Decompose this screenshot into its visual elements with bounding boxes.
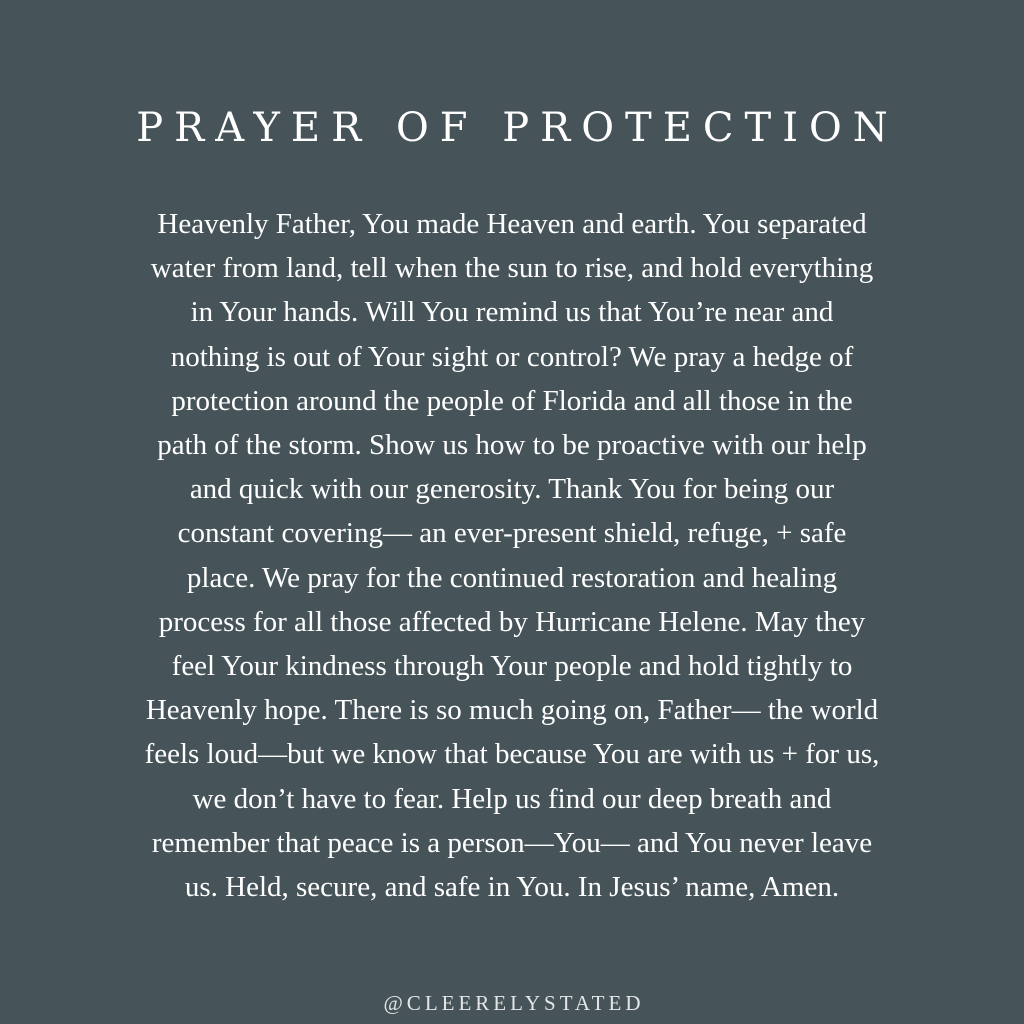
prayer-line: Heavenly Father, You made Heaven and earth. You separated — [157, 208, 867, 240]
prayer-line: we don’t have to fear. Help us find our deep breath and — [192, 782, 832, 815]
prayer-line: feel Your kindness through Your people and hold tightly to — [171, 650, 853, 683]
prayer-line: feels loud—but we know that because You are with us + for us, — [144, 738, 880, 771]
prayer-line: process for all those affected by Hurricane Helene. May they — [158, 605, 866, 638]
author-handle: @CLEERELYSTATED — [383, 991, 645, 1015]
prayer-line: remember that peace is a person—You— and You never leave — [151, 826, 873, 859]
prayer-line: us. Held, secure, and safe in You. In Jesus’ name, Amen. — [184, 871, 840, 904]
prayer-line: nothing is out of Your sight or control? We pray a hedge of — [170, 340, 854, 373]
prayer-line: and quick with our generosity. Thank You for being our — [189, 473, 835, 506]
prayer-line: water from land, tell when the sun to rise, and hold everything — [150, 252, 874, 285]
prayer-body — [0, 202, 1024, 909]
prayer-line: in Your hands. Will You remind us that You’re near and — [190, 296, 834, 329]
prayer-line: Heavenly hope. There is so much going on, Father— the world — [145, 694, 879, 727]
prayer-line: place. We pray for the continued restoration and healing — [186, 561, 838, 594]
prayer-line: protection around the people of Florida and all those in the — [171, 384, 853, 417]
prayer-line: constant covering— an ever-present shield, refuge, + safe — [177, 517, 847, 550]
prayer-line: path of the storm. Show us how to be proactive with our help — [157, 429, 867, 462]
page-title: PRAYER OF PROTECTION — [136, 105, 899, 151]
